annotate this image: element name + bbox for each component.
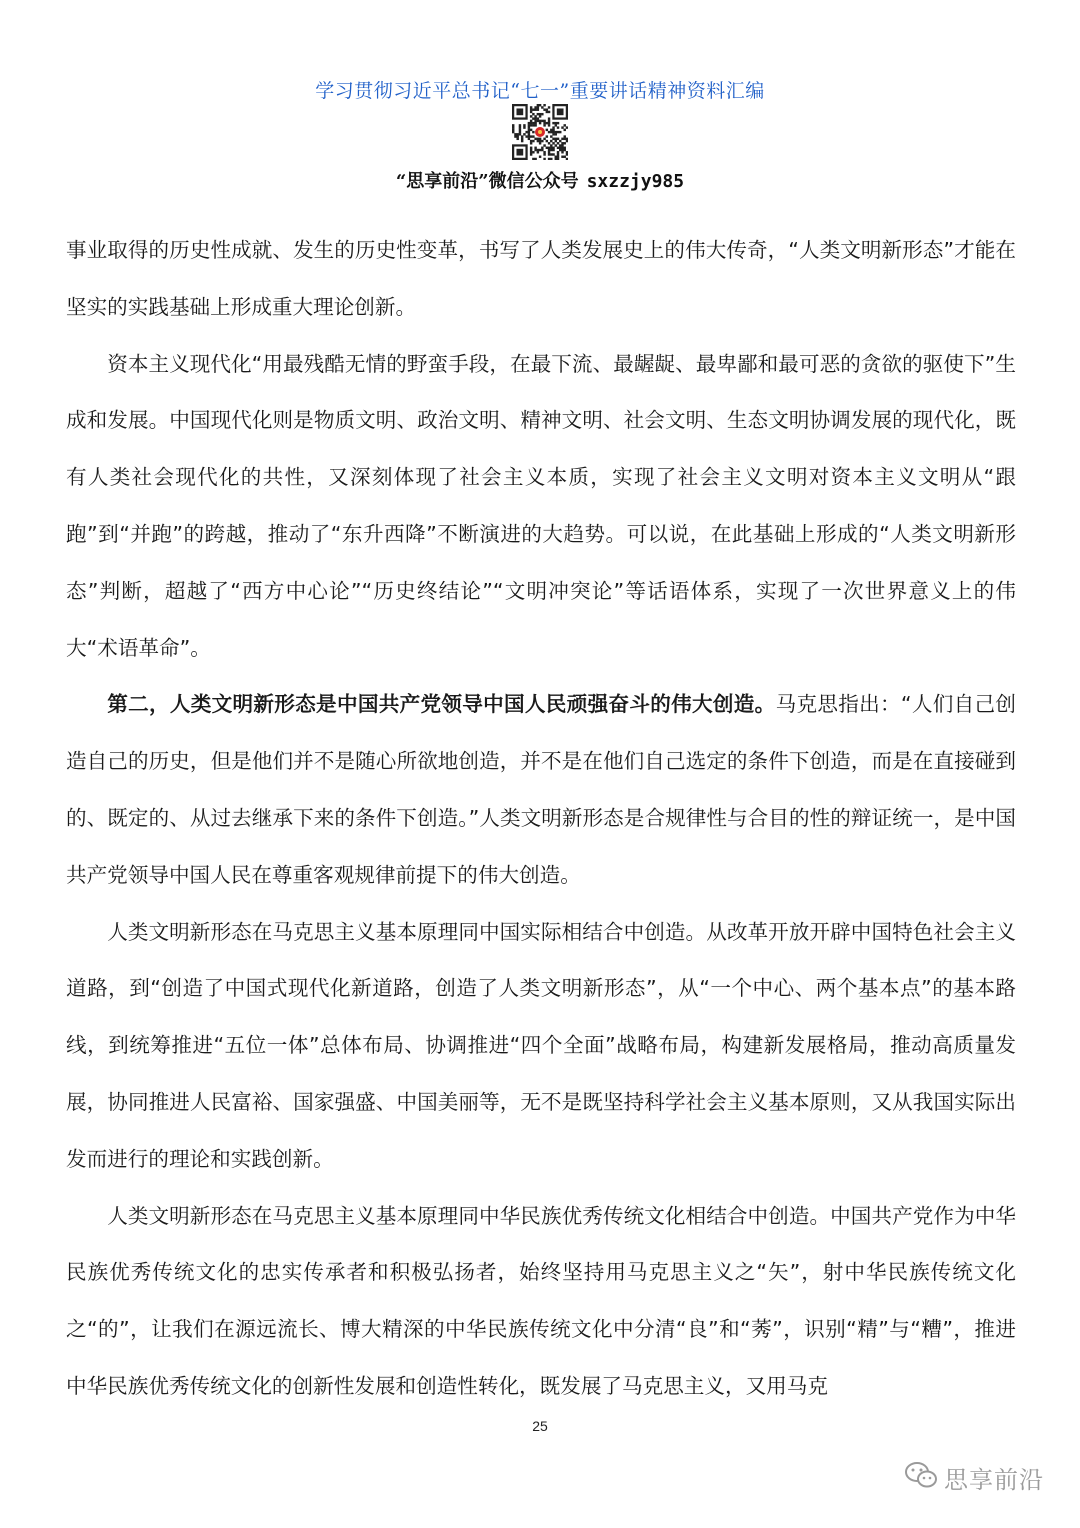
paragraph (66, 676, 1016, 903)
watermark (904, 1460, 1044, 1495)
paragraph (66, 222, 1016, 336)
document-header-title: 学习贯彻习近平总书记“七一”重要讲话精神资料汇编 (315, 80, 765, 102)
qr-code (512, 104, 568, 160)
document-body (66, 222, 1016, 1415)
wechat-icon (904, 1461, 938, 1495)
paragraph-text: 马克思指出：“人们自己创造自己的历史，但是他们并不是随心所欲地创造，并不是在他们自己选定的条件下创造，而是在直接碰到的、既定的、从过去继承下来的条件下创造。”人类文明新形态是合规律性与合目的性的辩证统一，是中国共产党领导中国人民在尊重客观规律前提下的伟大创造。 (66, 692, 1017, 887)
paragraph (66, 1188, 1016, 1415)
paragraph (66, 904, 1016, 1188)
wechat-account-name: “思享前沿”微信公众号 (395, 171, 579, 192)
page-number: 25 (532, 1418, 548, 1434)
wechat-account-id: sxzzjy985 (586, 171, 685, 192)
paragraph-text: 事业取得的历史性成就、发生的历史性变革，书写了人类发展史上的伟大传奇，“人类文明新形态”才能在坚实的实践基础上形成重大理论创新。 (66, 238, 1016, 319)
paragraph-text: 人类文明新形态在马克思主义基本原理同中国实际相结合中创造。从改革开放开辟中国特色社会主义道路，到“创造了中国式现代化新道路，创造了人类文明新形态”，从“一个中心、两个基本点”的基本路线，到统筹推进“五位一体”总体布局、协调推进“四个全面”战略布局，构建新发展格局，推动高质量发展，协同推进人民富裕、国家强盛、中国美丽等，无不是既坚持科学社会主义基本原则，又从我国实际出发而进行的理论和实践创新。 (66, 919, 1016, 1171)
paragraph-text: 资本主义现代化“用最残酷无情的野蛮手段，在最下流、最龌龊、最卑鄙和最可恶的贪欲的驱使下”生成和发展。中国现代化则是物质文明、政治文明、精神文明、社会文明、生态文明协调发展的现代化，既有人类社会现代化的共性，又深刻体现了社会主义本质，实现了社会主义文明对资本主义文明从“跟跑”到“并跑”的跨越，推动了“东升西降”不断演进的大趋势。可以说，在此基础上形成的“人类文明新形态”判断，超越了“西方中心论”“历史终结论”“文明冲突论”等话语体系，实现了一次世界意义上的伟大“术语革命”。 (66, 351, 1016, 660)
watermark-text: 思享前沿 (944, 1466, 1044, 1494)
paragraph-text: 人类文明新形态在马克思主义基本原理同中华民族优秀传统文化相结合中创造。中国共产党作为中华民族优秀传统文化的忠实传承者和积极弘扬者，始终坚持用马克思主义之“矢”，射中华民族传统文化之“的”，让我们在源远流长、博大精深的中华民族传统文化中分清“良”和“莠”，识别“精”与“糟”，推进中华民族优秀传统文化的创新性发展和创造性转化，既发展了马克思主义，又用马克 (66, 1203, 1016, 1398)
paragraph (66, 336, 1016, 677)
paragraph-lead: 第二，人类文明新形态是中国共产党领导中国人民顽强奋斗的伟大创造。 (107, 692, 776, 717)
document-header-subtitle (0, 167, 1080, 193)
